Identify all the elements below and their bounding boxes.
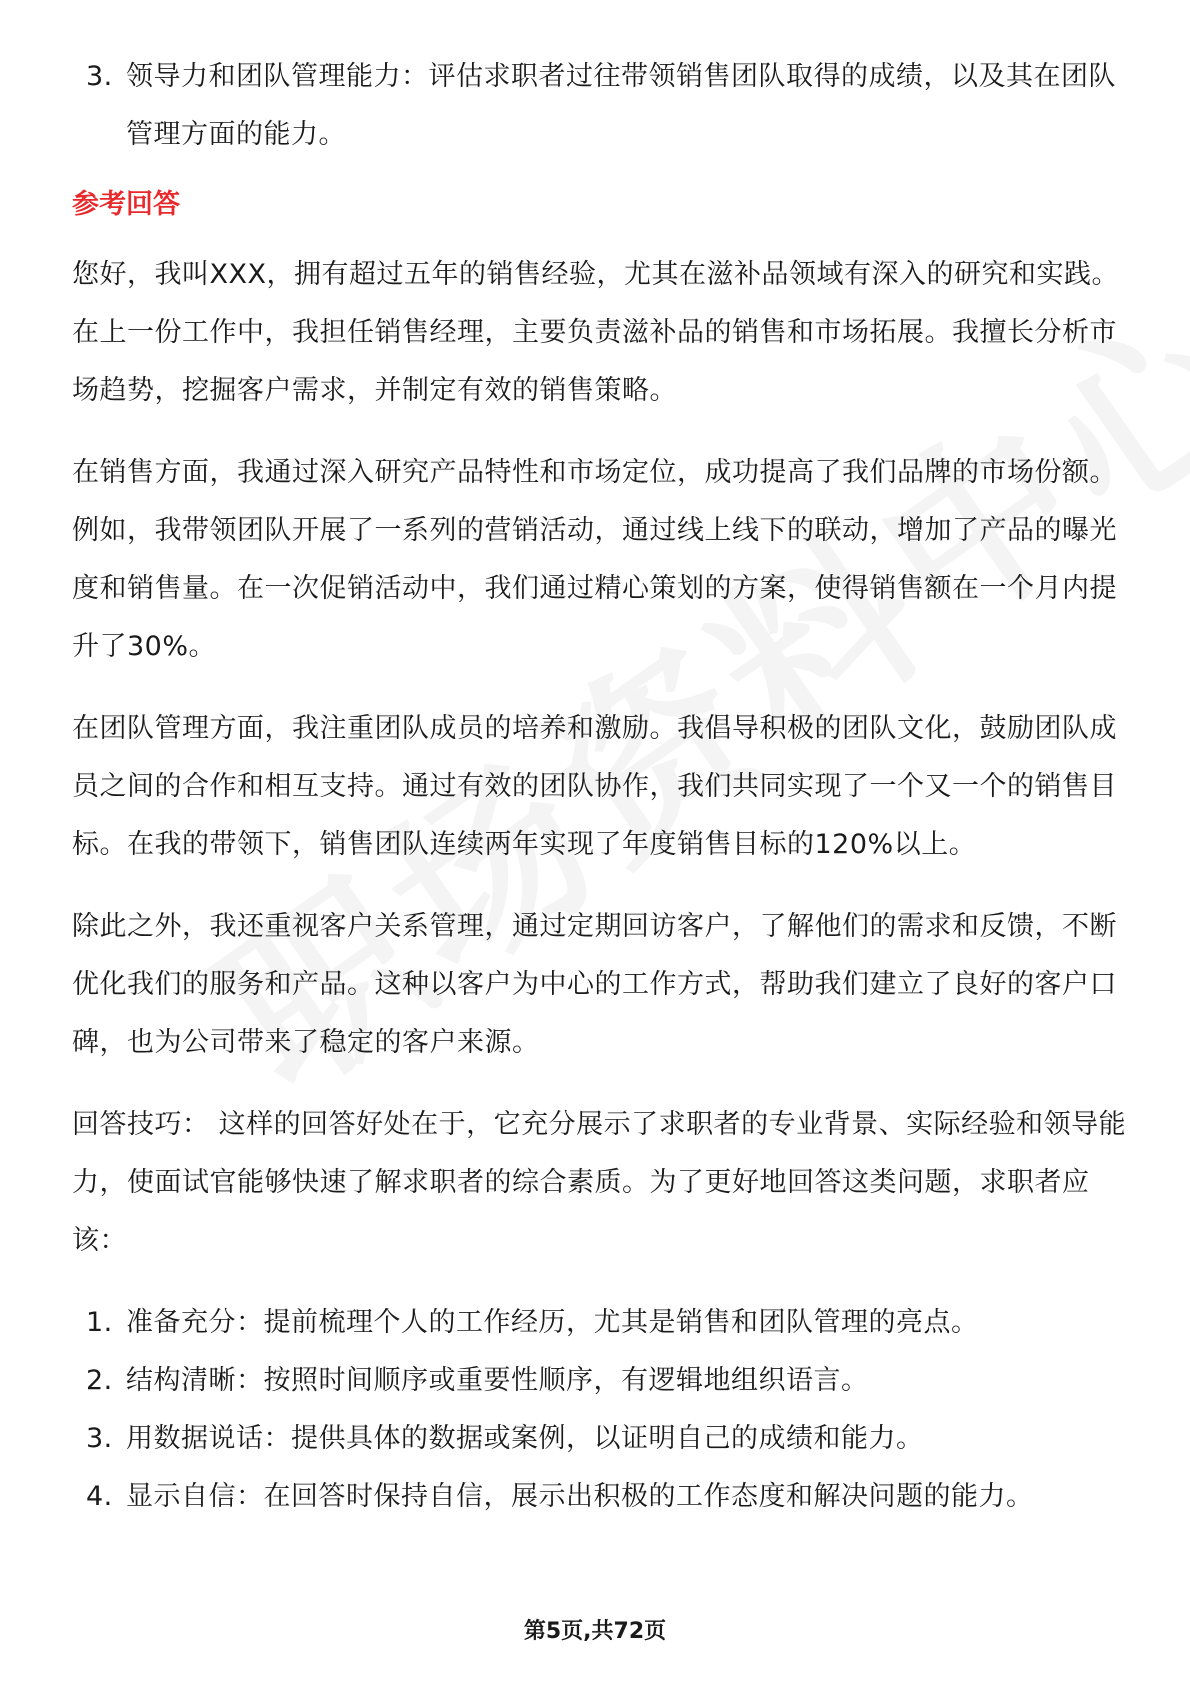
list-item-text: 显示自信：在回答时保持自信，展示出积极的工作态度和解决问题的能力。 bbox=[126, 1481, 1034, 1512]
page-footer: 第5页,共72页 bbox=[523, 1619, 667, 1644]
list-item-number: 1. bbox=[86, 1307, 113, 1338]
document-page bbox=[72, 0, 1132, 1526]
list-item-text: 用数据说话：提供具体的数据或案例，以证明自己的成绩和能力。 bbox=[126, 1423, 924, 1454]
answer-heading: 参考回答 bbox=[72, 189, 180, 220]
list-item bbox=[72, 1468, 1132, 1526]
list-item-number: 4. bbox=[86, 1481, 113, 1512]
list-item bbox=[72, 1352, 1132, 1410]
tips-list bbox=[72, 1294, 1132, 1526]
paragraph: 在销售方面，我通过深入研究产品特性和市场定位，成功提高了我们品牌的市场份额。例如，我带领团队开展了一系列的营销活动，通过线上线下的联动，增加了产品的曝光度和销售量。在一次促销活动中，我们通过精心策划的方案，使得销售额在一个月内提升了30%。 bbox=[72, 457, 1117, 662]
list-item-text: 领导力和团队管理能力：评估求职者过往带领销售团队取得的成绩，以及其在团队管理方面的能力。 bbox=[126, 61, 1116, 150]
list-item-text: 结构清晰：按照时间顺序或重要性顺序，有逻辑地组织语言。 bbox=[126, 1365, 869, 1396]
list-item-number: 3. bbox=[86, 61, 113, 92]
list-item-text: 准备充分：提前梳理个人的工作经历，尤其是销售和团队管理的亮点。 bbox=[126, 1307, 979, 1338]
list-item bbox=[72, 1294, 1132, 1352]
list-item bbox=[72, 48, 1132, 164]
paragraph: 除此之外，我还重视客户关系管理，通过定期回访客户，了解他们的需求和反馈，不断优化我们的服务和产品。这种以客户为中心的工作方式，帮助我们建立了良好的客户口碑，也为公司带来了稳定的客户来源。 bbox=[72, 911, 1117, 1058]
answer-tips-intro: 回答技巧： 这样的回答好处在于，它充分展示了求职者的专业背景、实际经验和领导能力，使面试官能够快速了解求职者的综合素质。为了更好地回答这类问题，求职者应该： bbox=[72, 1109, 1127, 1256]
list-item-number: 2. bbox=[86, 1365, 113, 1396]
list-item bbox=[72, 1410, 1132, 1468]
paragraph: 在团队管理方面，我注重团队成员的培养和激励。我倡导积极的团队文化，鼓励团队成员之间的合作和相互支持。通过有效的团队协作，我们共同实现了一个又一个的销售目标。在我的带领下，销售团队连续两年实现了年度销售目标的120%以上。 bbox=[72, 713, 1117, 860]
list-item-number: 3. bbox=[86, 1423, 113, 1454]
paragraph: 您好，我叫XXX，拥有超过五年的销售经验，尤其在滋补品领域有深入的研究和实践。在上一份工作中，我担任销售经理，主要负责滋补品的销售和市场拓展。我擅长分析市场趋势，挖掘客户需求，并制定有效的销售策略。 bbox=[72, 259, 1119, 406]
top-list bbox=[72, 48, 1132, 164]
